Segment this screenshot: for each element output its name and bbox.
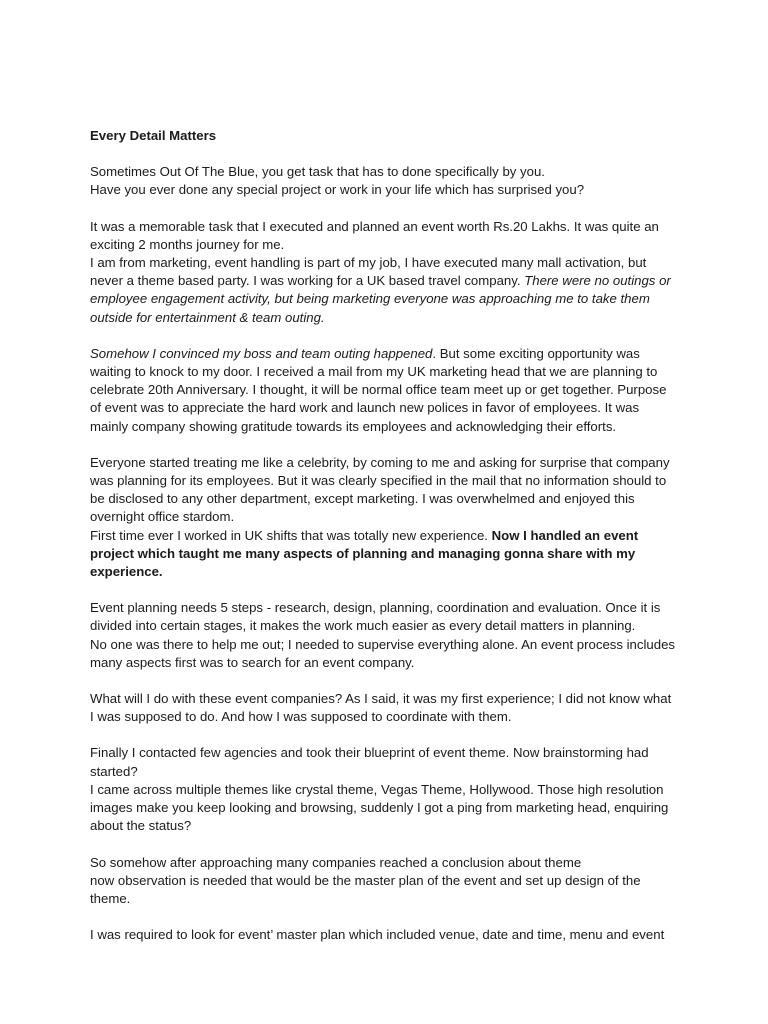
text-run: now observation is needed that would be the master plan of the event and set up design of the (90, 872, 641, 888)
text-run: exciting 2 months journey for me. (90, 236, 285, 252)
text-line (90, 690, 690, 708)
text-line (90, 290, 690, 308)
text-run: never a theme based party. I was working for a UK based travel company. (90, 273, 525, 289)
text-run: I was supposed to do. And how I was supposed to coordinate with them. (90, 709, 512, 725)
text-run: about the status? (90, 818, 192, 834)
text-line (90, 545, 690, 563)
text-line (90, 381, 690, 399)
text-line (90, 763, 690, 781)
text-line (90, 636, 690, 654)
text-run: waiting to knock to my door. I received a mail from my UK marketing head that we are planning to (90, 364, 658, 380)
text-line (90, 236, 690, 254)
text-line (90, 218, 690, 236)
text-run: was planning for its employees. But it was clearly specified in the mail that no information should to (90, 473, 667, 489)
bold-text: project which taught me many aspects of planning and managing gonna share with my (90, 545, 636, 561)
italic-text: There were no outings or (524, 273, 671, 289)
text-run: It was a memorable task that I executed and planned an event worth Rs.20 Lakhs. It was quite an (90, 218, 659, 234)
text-line (90, 527, 690, 545)
text-line (90, 418, 690, 436)
text-line (90, 163, 690, 181)
text-line (90, 345, 690, 363)
text-run: images make you keep looking and browsing, suddenly I got a ping from marketing head, enquiring (90, 800, 669, 816)
text-line (90, 617, 690, 635)
text-run: I am from marketing, event handling is part of my job, I have executed many mall activation, but (90, 255, 647, 271)
text-run: I was required to look for event’ master plan which included venue, date and time, menu and event (90, 927, 665, 943)
text-run: celebrate 20th Anniversary. I thought, it will be normal office team meet up or get together. Purpose (90, 382, 667, 398)
text-line (90, 454, 690, 472)
text-run: Finally I contacted few agencies and took their blueprint of event theme. Now brainstorming had (90, 745, 649, 761)
italic-text: Somehow I convinced my boss and team outing happened (90, 345, 433, 361)
bold-text: Now I handled an event (491, 527, 639, 543)
text-line (90, 254, 690, 272)
text-run: First time ever I worked in UK shifts that was totally new experience. (90, 527, 492, 543)
italic-text: employee engagement activity, but being marketing everyone was approaching me to take them (90, 291, 650, 307)
text-line (90, 599, 690, 617)
paragraph (90, 690, 690, 726)
text-line (90, 272, 690, 290)
text-line (90, 708, 690, 726)
text-run: of event was to appreciate the hard work and launch new polices in favor of employees. It was (90, 400, 640, 416)
text-run: started? (90, 763, 138, 779)
text-run: divided into certain stages, it makes the work much easier as every detail matters in planning. (90, 618, 636, 634)
text-line (90, 181, 690, 199)
text-line (90, 490, 690, 508)
text-line (90, 872, 690, 890)
text-line (90, 890, 690, 908)
text-line (90, 654, 690, 672)
text-line (90, 926, 690, 944)
text-run: I came across multiple themes like crystal theme, Vegas Theme, Hollywood. Those high resolution (90, 781, 664, 797)
text-line (90, 472, 690, 490)
text-line (90, 781, 690, 799)
document-body (90, 163, 690, 944)
text-run: . But some exciting opportunity was (432, 345, 640, 361)
paragraph (90, 345, 690, 436)
italic-text: outside for entertainment & team outing. (90, 309, 325, 325)
text-run: Have you ever done any special project or work in your life which has surprised you? (90, 182, 585, 198)
text-run: Event planning needs 5 steps - research, design, planning, coordination and evaluation. Once it is (90, 600, 661, 616)
text-run: many aspects first was to search for an event company. (90, 654, 415, 670)
text-line (90, 563, 690, 581)
text-run: So somehow after approaching many companies reached a conclusion about theme (90, 854, 582, 870)
paragraph (90, 599, 690, 672)
text-line (90, 363, 690, 381)
text-line (90, 817, 690, 835)
document-title: Every Detail Matters (90, 128, 217, 143)
bold-text: experience. (90, 564, 163, 580)
document-page (90, 127, 690, 962)
text-run: No one was there to help me out; I needed to supervise everything alone. An event process includes (90, 636, 676, 652)
paragraph (90, 218, 690, 327)
paragraph (90, 926, 690, 944)
paragraph (90, 163, 690, 199)
text-line (90, 744, 690, 762)
text-line (90, 309, 690, 327)
text-run: mainly company showing gratitude towards its employees and acknowledging their efforts. (90, 418, 617, 434)
text-run: overnight office stardom. (90, 509, 235, 525)
text-run: be disclosed to any other department, except marketing. I was overwhelmed and enjoyed this (90, 491, 635, 507)
text-line (90, 854, 690, 872)
text-line (90, 399, 690, 417)
text-run: theme. (90, 890, 131, 906)
text-run: Sometimes Out Of The Blue, you get task that has to done specifically by you. (90, 164, 545, 180)
text-run: What will I do with these event companies? As I said, it was my first experience; I did not know what (90, 691, 672, 707)
paragraph (90, 854, 690, 909)
text-line (90, 799, 690, 817)
text-run: Everyone started treating me like a celebrity, by coming to me and asking for surprise that company (90, 454, 670, 470)
text-line (90, 508, 690, 526)
paragraph (90, 454, 690, 581)
paragraph (90, 744, 690, 835)
